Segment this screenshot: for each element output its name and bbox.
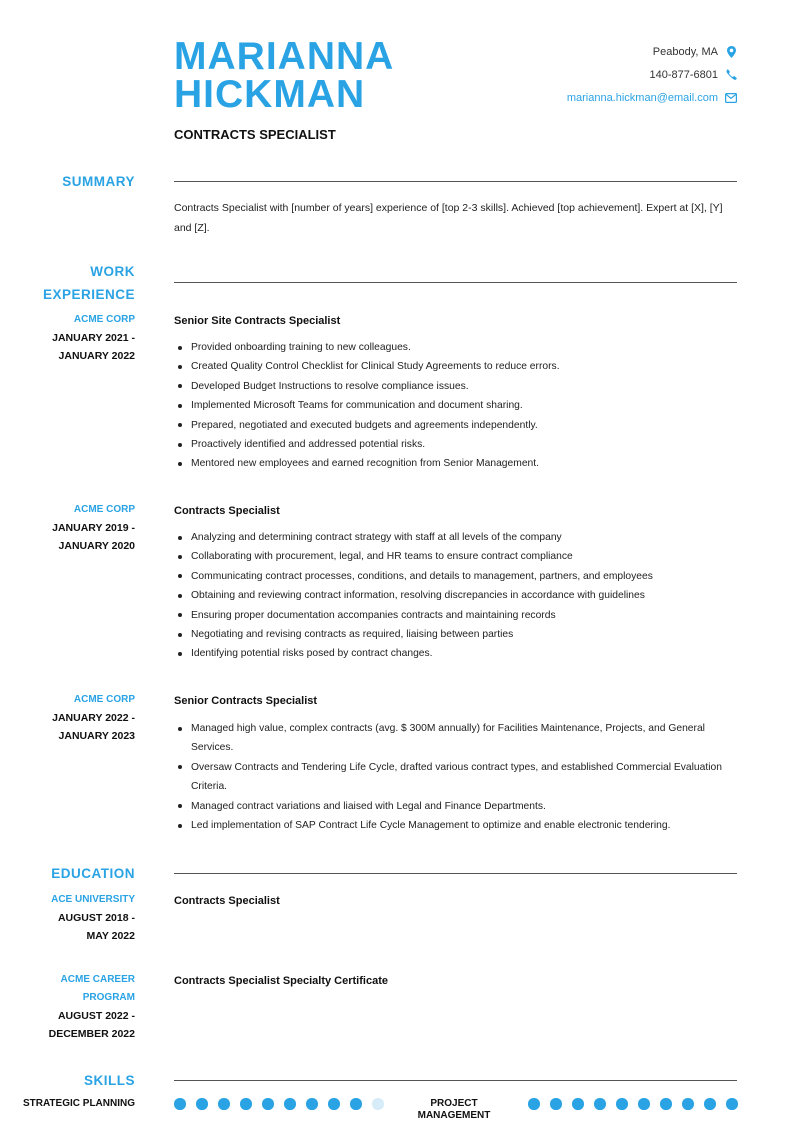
education-1-school: ACE UNIVERSITY xyxy=(51,894,135,905)
list-item: Created Quality Control Checklist for Clinical Study Agreements to reduce errors. xyxy=(174,357,740,376)
phone-icon xyxy=(724,68,738,82)
candidate-name xyxy=(174,35,395,116)
list-item: Collaborating with procurement, legal, and HR teams to ensure contract compliance xyxy=(174,547,740,566)
education-2-dates-start: AUGUST 2022 - xyxy=(57,1010,135,1022)
name-last: HICKMAN xyxy=(174,73,366,116)
rating-dot-empty xyxy=(372,1098,384,1110)
rating-dot-filled xyxy=(306,1098,318,1110)
job-3-dates-end: JANUARY 2023 xyxy=(58,730,135,742)
skill-1-name: STRATEGIC PLANNING xyxy=(22,1098,135,1109)
experience-heading-line2: EXPERIENCE xyxy=(42,287,135,302)
list-item: Analyzing and determining contract strategy with staff at all levels of the company xyxy=(174,528,740,547)
job-3-bullets xyxy=(174,719,740,835)
job-2-dates-start: JANUARY 2019 - xyxy=(52,522,135,534)
map-pin-icon xyxy=(724,45,738,59)
job-3-dates-start: JANUARY 2022 - xyxy=(52,712,135,724)
job-3-role: Senior Contracts Specialist xyxy=(174,695,318,707)
rating-dot-filled xyxy=(594,1098,606,1110)
list-item: Developed Budget Instructions to resolve compliance issues. xyxy=(174,377,740,396)
list-item: Proactively identified and addressed potential risks. xyxy=(174,435,740,454)
job-2-meta xyxy=(52,501,135,555)
rating-dot-filled xyxy=(660,1098,672,1110)
job-2-dates-end: JANUARY 2020 xyxy=(58,540,135,552)
rating-dot-filled xyxy=(572,1098,584,1110)
contact-email[interactable] xyxy=(567,86,738,109)
education-2-meta xyxy=(49,971,135,1043)
education-divider xyxy=(174,873,737,874)
education-1-meta xyxy=(51,891,135,945)
skill-2-name xyxy=(409,1098,499,1122)
list-item: Oversaw Contracts and Tendering Life Cycle, drafted various contract types, and established Commercial Evaluation Criteria. xyxy=(174,758,740,797)
experience-heading xyxy=(43,260,135,306)
summary-divider xyxy=(174,181,737,182)
job-1-role: Senior Site Contracts Specialist xyxy=(174,315,341,327)
summary-text: Contracts Specialist with [number of years] experience of [top 2-3 skills]. Achieved [top achievement]. Expert at [X], [Y] and [Z]. xyxy=(174,202,723,234)
list-item: Prepared, negotiated and executed budgets and agreements independently. xyxy=(174,416,740,435)
name-first: MARIANNA xyxy=(174,35,395,78)
phone-text: 140-877-6801 xyxy=(649,68,718,81)
education-1-dates-start: AUGUST 2018 - xyxy=(57,912,135,924)
list-item: Managed contract variations and liaised with Legal and Finance Departments. xyxy=(174,797,740,816)
skill-1-rating xyxy=(174,1098,384,1110)
email-link[interactable]: marianna.hickman@email.com xyxy=(566,91,718,104)
job-title: CONTRACTS SPECIALIST xyxy=(174,127,336,142)
list-item: Ensuring proper documentation accompanies contracts and maintaining records xyxy=(174,606,740,625)
list-item: Communicating contract processes, conditions, and details to management, partners, and employees xyxy=(174,567,740,586)
education-2-degree: Contracts Specialist Specialty Certificate xyxy=(174,975,388,987)
job-2-role: Contracts Specialist xyxy=(174,505,280,517)
list-item: Mentored new employees and earned recognition from Senior Management. xyxy=(174,454,740,473)
list-item: Managed high value, complex contracts (avg. $ 300M annually) for Facilities Maintenance, Projects, and General Services. xyxy=(174,719,740,758)
list-item: Implemented Microsoft Teams for communication and document sharing. xyxy=(174,396,740,415)
rating-dot-filled xyxy=(218,1098,230,1110)
rating-dot-filled xyxy=(726,1098,738,1110)
education-2-school-line2: PROGRAM xyxy=(82,992,135,1003)
contact-location xyxy=(567,40,738,63)
list-item: Obtaining and reviewing contract information, resolving discrepancies in accordance with guidelines xyxy=(174,586,740,605)
job-2-company: ACME CORP xyxy=(73,504,135,515)
rating-dot-filled xyxy=(262,1098,274,1110)
skills-heading: SKILLS xyxy=(83,1073,135,1088)
education-2-dates-end: DECEMBER 2022 xyxy=(48,1028,135,1040)
list-item: Provided onboarding training to new colleagues. xyxy=(174,338,740,357)
rating-dot-filled xyxy=(174,1098,186,1110)
rating-dot-filled xyxy=(328,1098,340,1110)
education-heading: EDUCATION xyxy=(51,866,135,881)
skills-divider xyxy=(174,1080,737,1081)
envelope-icon xyxy=(724,91,738,105)
job-1-meta xyxy=(52,311,135,365)
rating-dot-filled xyxy=(616,1098,628,1110)
job-1-company: ACME CORP xyxy=(73,314,135,325)
rating-dot-filled xyxy=(704,1098,716,1110)
list-item: Led implementation of SAP Contract Life Cycle Management to optimize and enable electronic tendering. xyxy=(174,816,740,835)
rating-dot-filled xyxy=(240,1098,252,1110)
skill-2-name-line2: MANAGEMENT xyxy=(417,1110,491,1121)
list-item: Negotiating and revising contracts as required, liaising between parties xyxy=(174,625,740,644)
contact-phone xyxy=(567,63,738,86)
location-text: Peabody, MA xyxy=(652,45,718,58)
contact-block xyxy=(567,40,738,109)
rating-dot-filled xyxy=(638,1098,650,1110)
skill-2-rating xyxy=(528,1098,738,1110)
rating-dot-filled xyxy=(682,1098,694,1110)
rating-dot-filled xyxy=(284,1098,296,1110)
job-1-dates-end: JANUARY 2022 xyxy=(58,350,135,362)
job-2-bullets xyxy=(174,528,740,664)
job-1-dates-start: JANUARY 2021 - xyxy=(52,332,135,344)
education-2-school-line1: ACME CAREER xyxy=(60,974,135,985)
rating-dot-filled xyxy=(196,1098,208,1110)
experience-heading-line1: WORK xyxy=(90,264,135,279)
job-3-company: ACME CORP xyxy=(73,694,135,705)
rating-dot-filled xyxy=(550,1098,562,1110)
education-1-degree: Contracts Specialist xyxy=(174,895,280,907)
rating-dot-filled xyxy=(528,1098,540,1110)
rating-dot-filled xyxy=(350,1098,362,1110)
job-3-meta xyxy=(52,691,135,745)
experience-divider xyxy=(174,282,737,283)
summary-heading: SUMMARY xyxy=(62,174,135,189)
list-item: Identifying potential risks posed by contract changes. xyxy=(174,644,740,663)
skill-2-name-line1: PROJECT xyxy=(430,1098,478,1109)
job-1-bullets xyxy=(174,338,740,474)
education-1-dates-end: MAY 2022 xyxy=(86,930,135,942)
